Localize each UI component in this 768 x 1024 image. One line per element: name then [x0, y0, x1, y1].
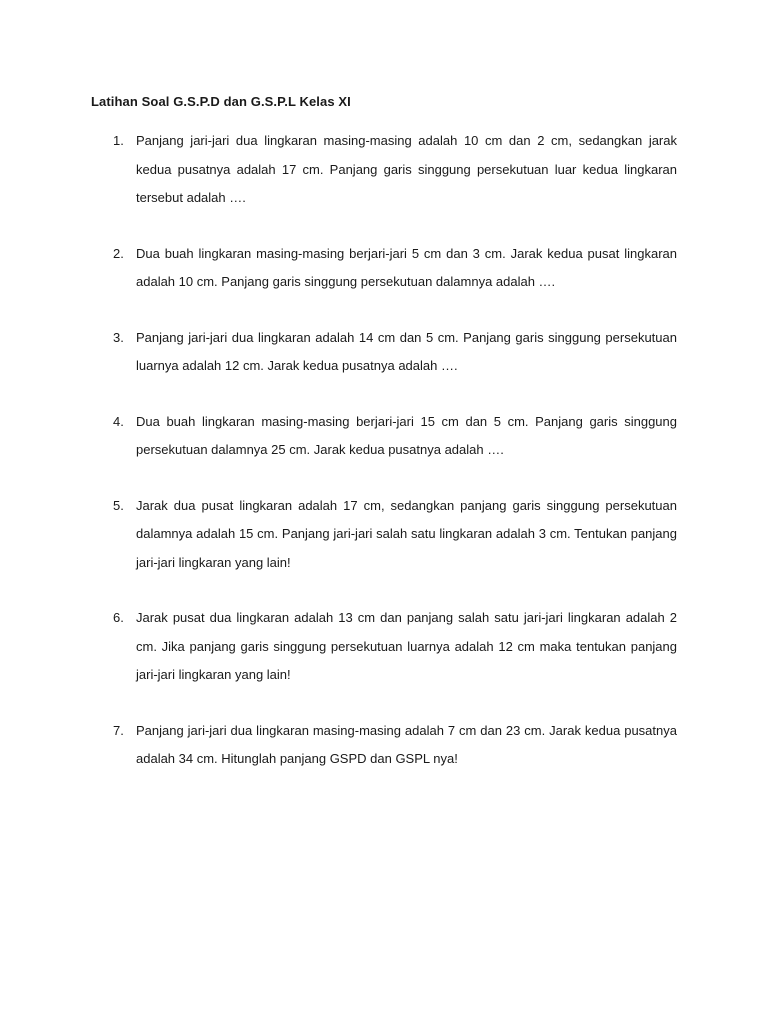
question-item-4: [0, 408, 768, 465]
question-text: Dua buah lingkaran masing-masing berjari-jari 5 cm dan 3 cm. Jarak kedua pusat lingkaran adalah 10 cm. Panjang garis singgung persekutuan dalamnya adalah ….: [136, 245, 677, 289]
question-item-6: [0, 604, 768, 690]
question-item-1: [0, 127, 768, 213]
question-item-2: [0, 240, 768, 297]
question-number: 4.: [113, 413, 124, 429]
question-number: 7.: [113, 722, 124, 738]
question-list: [0, 127, 768, 801]
question-text: Jarak dua pusat lingkaran adalah 17 cm, sedangkan panjang garis singgung persekutuan dalamnya adalah 15 cm. Panjang jari-jari salah satu lingkaran adalah 3 cm. Tentukan panjang jari-jari lingkaran yang lain!: [136, 497, 677, 570]
question-number: 1.: [113, 133, 124, 148]
question-text: Panjang jari-jari dua lingkaran masing-masing adalah 7 cm dan 23 cm. Jarak kedua pusatnya adalah 34 cm. Hitunglah panjang GSPD dan GSPL nya!: [136, 722, 677, 766]
question-item-5: [0, 492, 768, 578]
question-text: Dua buah lingkaran masing-masing berjari-jari 15 cm dan 5 cm. Panjang garis singgung persekutuan dalamnya 25 cm. Jarak kedua pusatnya adalah ….: [136, 413, 677, 457]
question-text: Jarak pusat dua lingkaran adalah 13 cm dan panjang salah satu jari-jari lingkaran adalah 2 cm. Jika panjang garis singgung persekutuan luarnya adalah 12 cm maka tentukan panjang jari-jari lingkaran yang lain!: [136, 610, 677, 682]
question-text: Panjang jari-jari dua lingkaran masing-masing adalah 10 cm dan 2 cm, sedangkan jarak kedua pusatnya adalah 17 cm. Panjang garis singgung persekutuan luar kedua lingkaran tersebut adalah ….: [136, 133, 677, 205]
question-item-3: [0, 324, 768, 381]
question-text: Panjang jari-jari dua lingkaran adalah 14 cm dan 5 cm. Panjang garis singgung persekutuan luarnya adalah 12 cm. Jarak kedua pusatnya adalah ….: [136, 329, 677, 373]
question-number: 3.: [113, 329, 124, 345]
question-number: 6.: [113, 610, 124, 625]
document-title: Latihan Soal G.S.P.D dan G.S.P.L Kelas XI: [91, 94, 351, 109]
question-number: 2.: [113, 245, 124, 261]
question-number: 5.: [113, 497, 124, 513]
question-item-7: [0, 717, 768, 774]
